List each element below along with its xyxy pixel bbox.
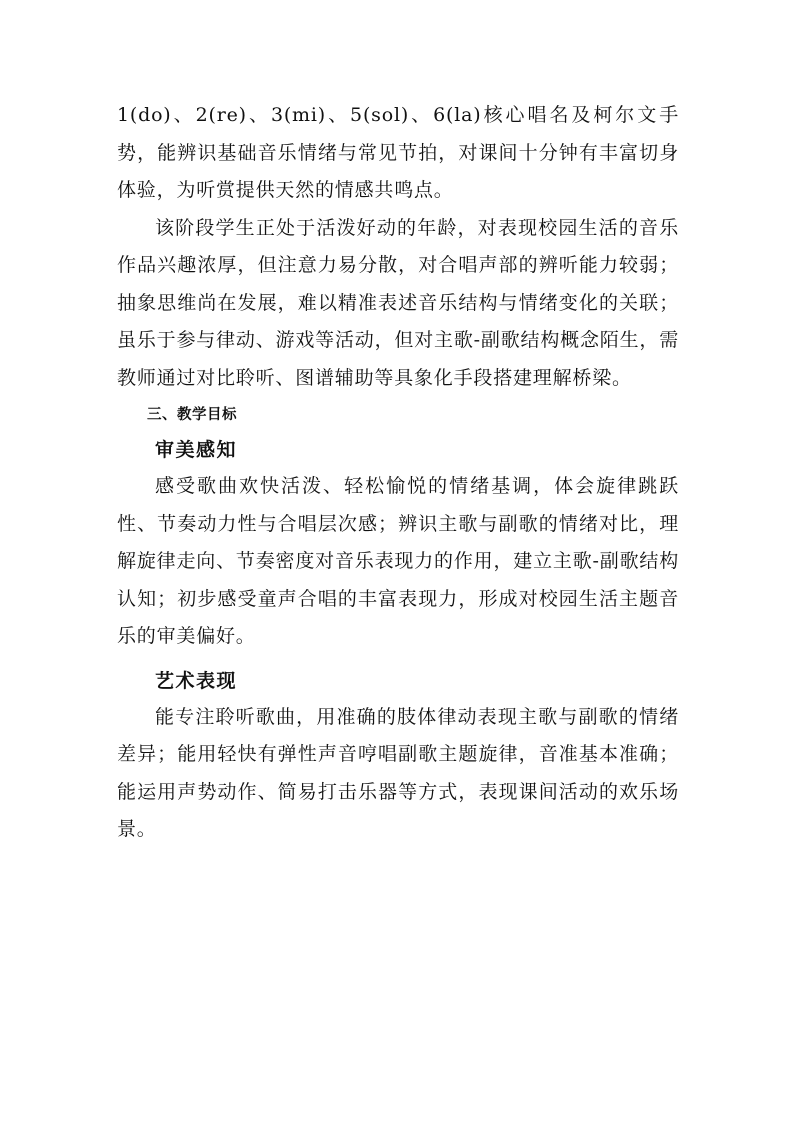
subsection-title: 艺术表现 (155, 669, 238, 692)
body-paragraph: 1(do)、2(re)、3(mi)、5(sol)、6(la)核心唱名及柯尔文手势，能辨识基础音乐情绪与常见节拍，对课间十分钟有丰富切身体验，为听赏提供天然的情感共鸣点。 (117, 104, 679, 201)
subsection-body: 能专注聆听歌曲，用准确的肢体律动表现主歌与副歌的情绪差异；能用轻快有弹性声音哼唱副歌主题旋律，音准基本准确；能运用声势动作、简易打击乐器等方式，表现课间活动的欢乐场景。 (117, 705, 679, 840)
document-page (117, 97, 679, 849)
body-paragraph: 该阶段学生正处于活泼好动的年龄，对表现校园生活的音乐作品兴趣浓厚，但注意力易分散，对合唱声部的辨听能力较弱；抽象思维尚在发展，难以精准表述音乐结构与情绪变化的关联；虽乐于参与律动、游戏等活动，但对主歌-副歌结构概念陌生，需教师通过对比聆听、图谱辅助等具象化手段搭建理解桥梁。 (117, 216, 679, 389)
section-heading: 三、教学目标 (147, 407, 237, 423)
subsection-title: 审美感知 (155, 439, 238, 461)
subsection-body: 感受歌曲欢快活泼、轻松愉悦的情绪基调，体会旋律跳跃性、节奏动力性与合唱层次感；辨识主歌与副歌的情绪对比，理解旋律走向、节奏密度对音乐表现力的作用，建立主歌-副歌结构认知；初步感受童声合唱的丰富表现力，形成对校园生活主题音乐的审美偏好。 (117, 475, 679, 647)
